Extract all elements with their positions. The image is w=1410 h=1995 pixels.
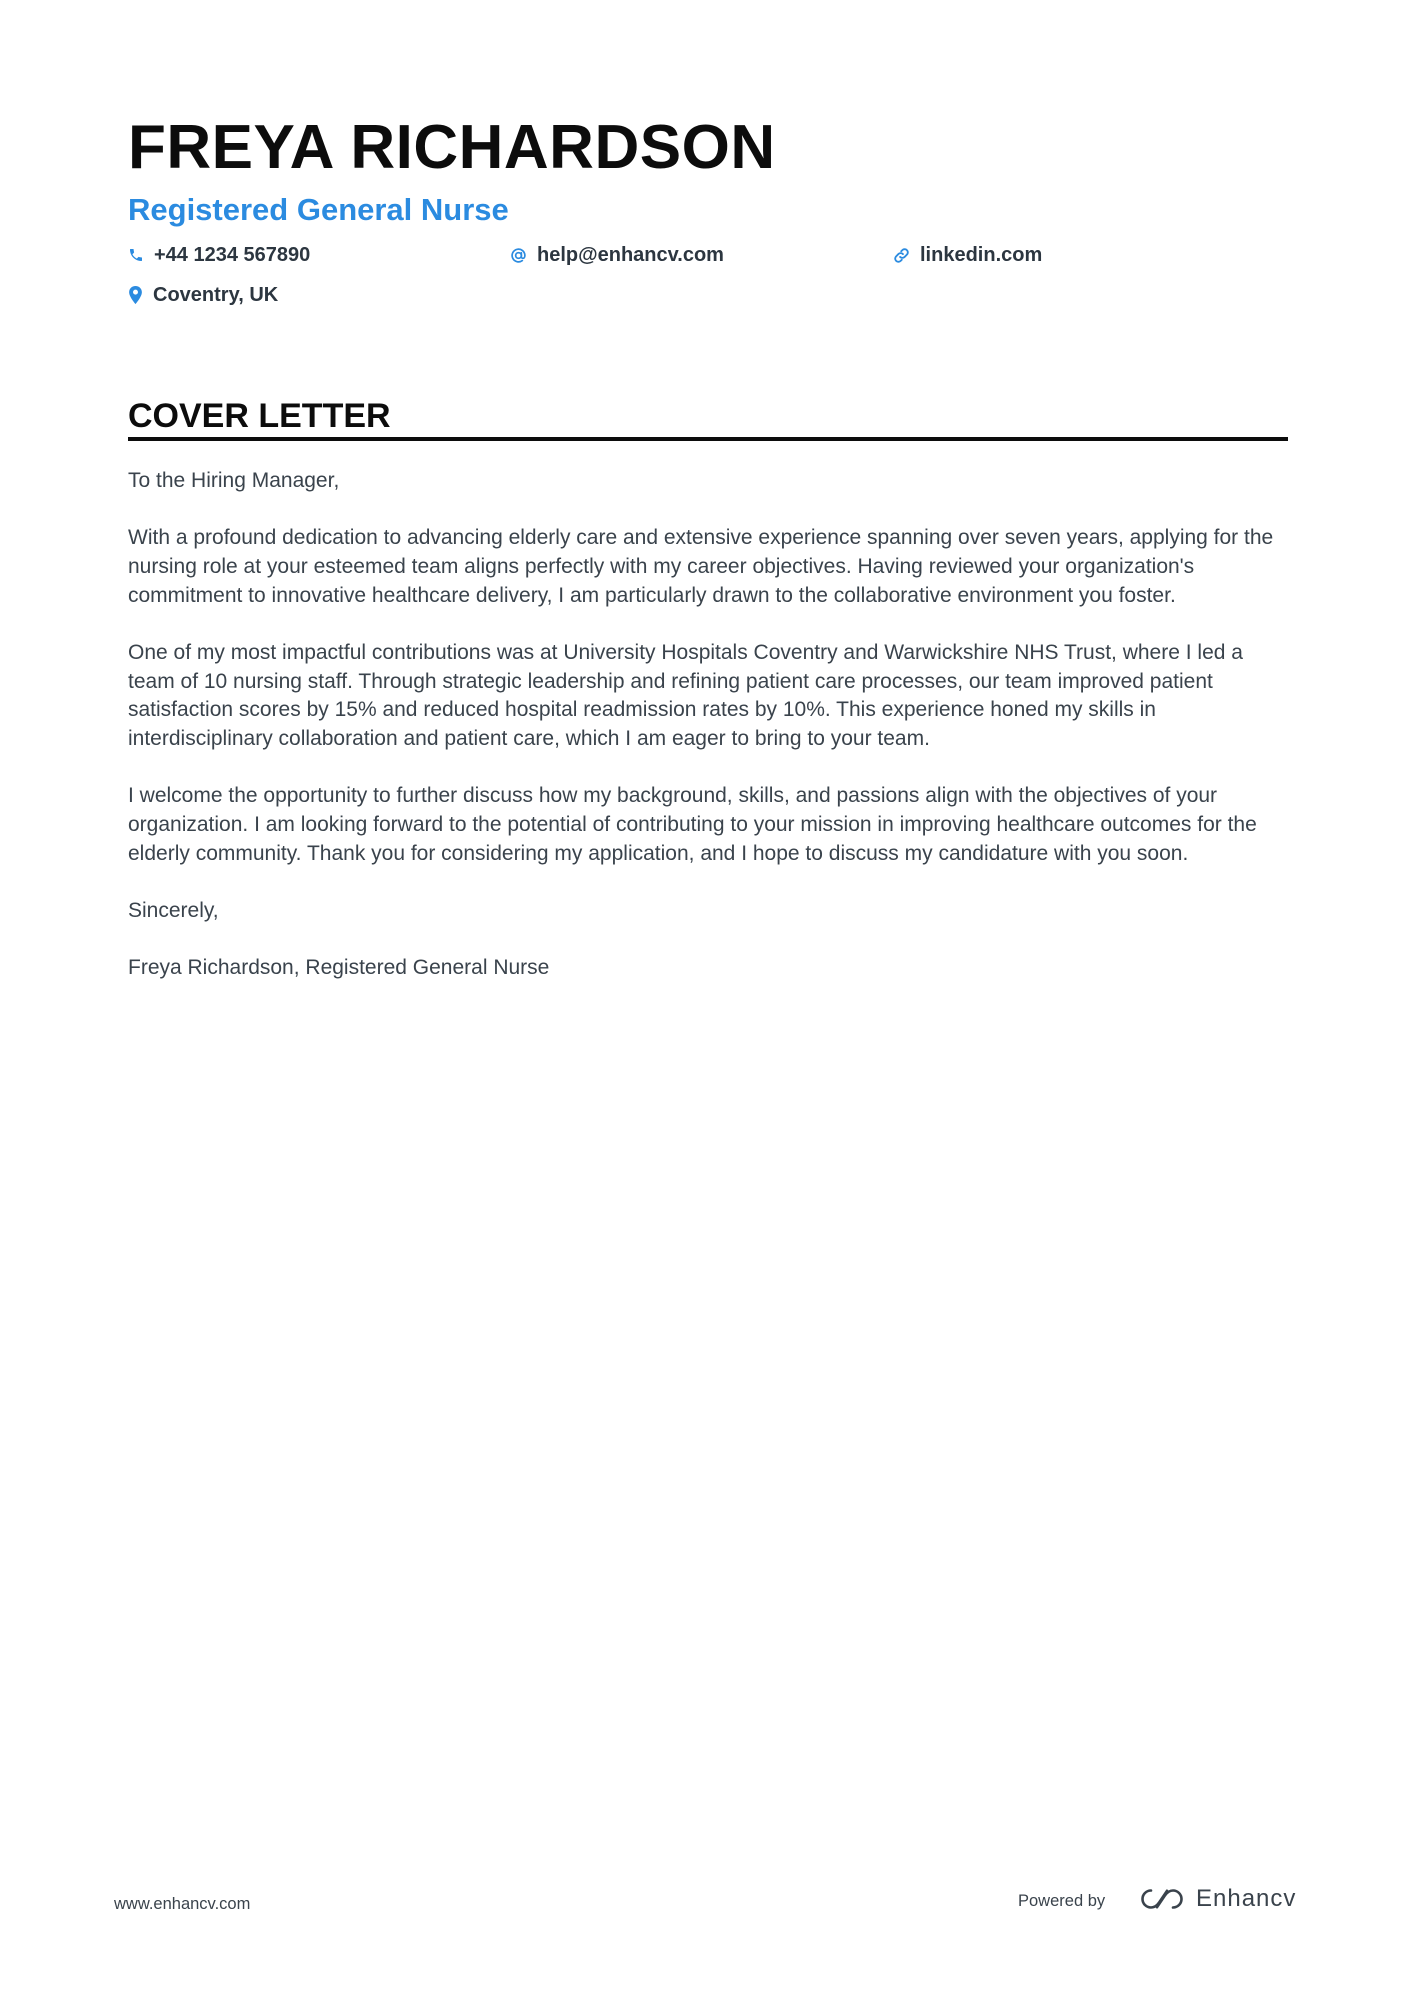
contact-location xyxy=(128,282,278,308)
link-icon xyxy=(893,247,910,264)
footer-brand-name: Enhancv xyxy=(1196,1885,1297,1912)
footer-website[interactable]: www.enhancv.com xyxy=(114,1895,251,1913)
enhancv-logo-icon xyxy=(1138,1886,1186,1912)
candidate-name: FREYA RICHARDSON xyxy=(128,113,776,182)
footer-brand[interactable] xyxy=(1138,1884,1296,1914)
contact-email-text[interactable]: help@enhancv.com xyxy=(537,244,724,266)
letter-paragraph: One of my most impactful contributions was at University Hospitals Coventry and Warwickshire NHS Trust, where I led a team of 10 nursing staff. Through strategic leadership and refining patient care processes, our team improved patient satisfaction scores by 15% and reduced hospital readmission rates by 10%. This experience honed my skills in interdisciplinary collaboration and patient care, which I am eager to bring to your team. xyxy=(128,640,1243,750)
contact-phone-text: +44 1234 567890 xyxy=(154,244,311,266)
letter-body xyxy=(128,467,1290,1011)
contact-email xyxy=(510,242,724,268)
footer-powered-by: Powered by xyxy=(1018,1892,1106,1910)
letter-salutation: To the Hiring Manager, xyxy=(128,469,340,492)
contact-link xyxy=(893,242,1042,268)
letter-closing: Sincerely, xyxy=(128,898,219,922)
letter-paragraph: I welcome the opportunity to further discuss how my background, skills, and passions align with the objectives of your organization. I am looking forward to the potential of contributing to your mission in improving healthcare outcomes for the elderly community. Thank you for considering my application, and I hope to discuss my candidature with you soon. xyxy=(128,784,1257,865)
phone-icon xyxy=(128,247,144,263)
letter-paragraph: With a profound dedication to advancing elderly care and extensive experience spanning over seven years, applying for the nursing role at your esteemed team aligns perfectly with my career objectives. Having reviewed your organization's commitment to innovative healthcare delivery, I am particularly drawn to the collaborative environment you foster. xyxy=(128,526,1274,607)
at-icon xyxy=(510,247,527,264)
candidate-role: Registered General Nurse xyxy=(128,192,509,227)
contact-location-text: Coventry, UK xyxy=(153,284,279,306)
location-pin-icon xyxy=(128,286,143,304)
letter-signature: Freya Richardson, Registered General Nurse xyxy=(128,955,550,979)
section-divider xyxy=(128,437,1288,441)
contact-phone xyxy=(128,242,310,268)
contact-link-text[interactable]: linkedin.com xyxy=(920,244,1043,266)
section-title: COVER LETTER xyxy=(128,397,391,435)
